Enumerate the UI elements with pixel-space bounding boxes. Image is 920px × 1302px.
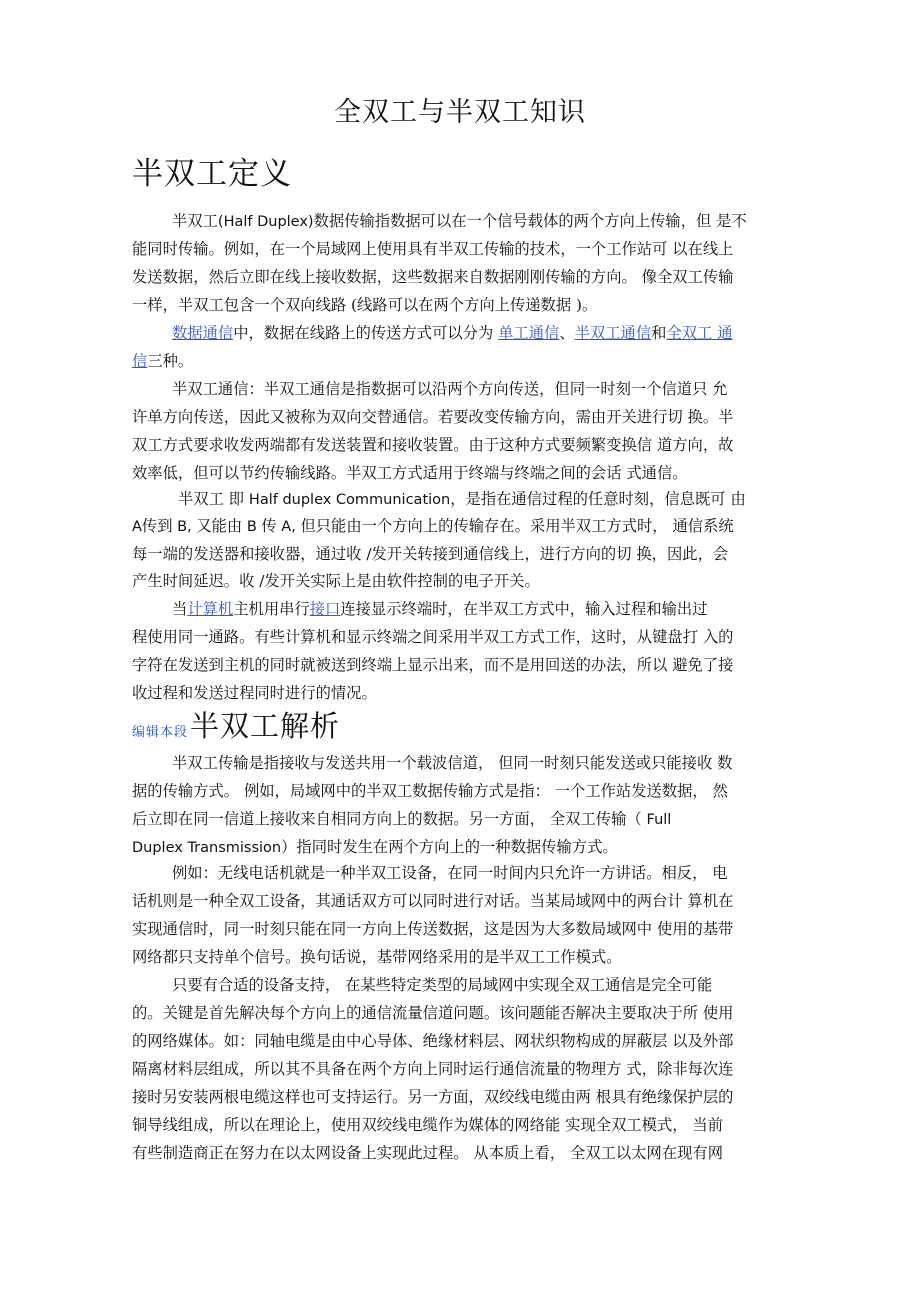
paragraph-line: 接时另安装两根电缆这样也可支持运行。另一方面，双绞线电缆由两 根具有绝缘保护层的 (132, 1088, 734, 1106)
heading-definition: 半双工定义 (132, 156, 292, 192)
paragraph-line: 一样，半双工包含一个双向线路 (线路可以在两个方向上传递数据 )。 (132, 296, 598, 314)
paragraph-line: 的网络媒体。如：同轴电缆是由中心导体、绝缘材料层、网状织物构成的屏蔽层 以及外部 (132, 1032, 734, 1050)
paragraph-line: 产生时间延迟。收 /发开关实际上是由软件控制的电子开关。 (132, 572, 540, 590)
paragraph-line: 例如：无线电话机就是一种半双工设备，在同一时间内只允许一方讲话。相反， 电 (172, 864, 728, 882)
paragraph-line: 只要有合适的设备支持， 在某些特定类型的局域网中实现全双工通信是完全可能 (172, 976, 713, 994)
link-computer[interactable]: 计算机 (187, 600, 234, 618)
paragraph-line: 收过程和发送过程同时进行的情况。 (132, 684, 377, 702)
paragraph-line: 数据通信中，数据在线路上的传送方式可以分为 单工通信、半双工通信和全双工 通 (172, 324, 733, 342)
paragraph-line: 字符在发送到主机的同时就被送到终端上显示出来，而不是用回送的办法，所以 避免了接 (132, 656, 734, 674)
paragraph-line: 发送数据，然后立即在线上接收数据，这些数据来自数据刚刚传输的方向。 像全双工传输 (132, 268, 734, 286)
paragraph-line: 据的传输方式。 例如，局域网中的半双工数据传输方式是指： 一个工作站发送数据， 然 (132, 782, 728, 800)
paragraph-line: 半双工 即 Half duplex Communication，是指在通信过程的任意时刻，信息既可 由 (178, 490, 746, 508)
paragraph-line: 半双工通信：半双工通信是指数据可以沿两个方向传送，但同一时刻一个信道只 允 (172, 380, 728, 398)
paragraph-line: 每一端的发送器和接收器，通过收 /发开关转接到通信线上，进行方向的切 换，因此，会 (132, 545, 729, 563)
link-half-duplex[interactable]: 半双工通信 (574, 324, 652, 342)
paragraph-line: 有些制造商正在努力在以太网设备上实现此过程。 从本质上看， 全双工以太网在现有网 (132, 1144, 724, 1162)
paragraph-line: A传到 B, 又能由 B 传 A, 但只能由一个方向上的传输存在。采用半双工方式时， 通信系统 (132, 517, 734, 535)
edit-section-link[interactable]: 编辑本段 (132, 725, 189, 740)
paragraph-line: 能同时传输。例如，在一个局域网上使用具有半双工传输的技术，一个工作站可 以在线上 (132, 240, 734, 258)
link-full-duplex[interactable]: 全双工 通 (666, 324, 733, 342)
paragraph-line: 实现通信时，同一时刻只能在同一方向上传送数据，这是因为大多数局域网中 使用的基带 (132, 920, 734, 938)
paragraph-line: Duplex Transmission）指同时发生在两个方向上的一种数据传输方式。 (132, 838, 618, 856)
paragraph-line: 话机则是一种全双工设备，其通话双方可以同时进行对话。当某局域网中的两台计 算机在 (132, 892, 734, 910)
paragraph-line: 信三种。 (132, 352, 194, 370)
paragraph-line: 铜导线组成，所以在理论上，使用双绞线电缆作为媒体的网络能 实现全双工模式， 当前 (132, 1116, 724, 1134)
paragraph-line: 当计算机主机用串行接口连接显示终端时，在半双工方式中，输入过程和输出过 (172, 600, 708, 618)
paragraph-line: 双工方式要求收发两端都有发送装置和接收装置。由于这种方式要频繁变换信 道方向，故 (132, 436, 734, 454)
paragraph-line: 半双工(Half Duplex)数据传输指数据可以在一个信号载体的两个方向上传输，但 是不 (172, 212, 747, 230)
link-data-communication[interactable]: 数据通信 (172, 324, 234, 342)
paragraph-line: 许单方向传送，因此又被称为双向交替通信。若要改变传输方向，需由开关进行切 换。半 (132, 408, 734, 426)
link-interface[interactable]: 接口 (309, 600, 341, 618)
heading-analysis (132, 704, 340, 745)
heading-analysis-text: 半双工解析 (190, 709, 341, 743)
paragraph-line: 效率低，但可以节约传输线路。半双工方式适用于终端与终端之间的会话 式通信。 (132, 464, 688, 482)
link-full-duplex-cont[interactable]: 信 (132, 352, 148, 370)
paragraph-line: 的。关键是首先解决每个方向上的通信流量信道问题。该问题能否解决主要取决于所 使用 (132, 1004, 734, 1022)
paragraph-line: 半双工传输是指接收与发送共用一个载波信道， 但同一时刻只能发送或只能接收 数 (172, 754, 733, 772)
paragraph-line: 后立即在同一信道上接收来自相同方向上的数据。另一方面， 全双工传输（ Full (132, 810, 672, 828)
document-title: 全双工与半双工知识 (334, 97, 586, 128)
paragraph-line: 网络都只支持单个信号。换句话说，基带网络采用的是半双工工作模式。 (132, 948, 622, 966)
link-simplex[interactable]: 单工通信 (498, 324, 560, 342)
paragraph-line: 程使用同一通路。有些计算机和显示终端之间采用半双工方式工作，这时，从键盘打 入的 (132, 628, 734, 646)
paragraph-line: 隔离材料层组成，所以其不具备在两个方向上同时运行通信流量的物理方 式，除非每次连 (132, 1060, 734, 1078)
